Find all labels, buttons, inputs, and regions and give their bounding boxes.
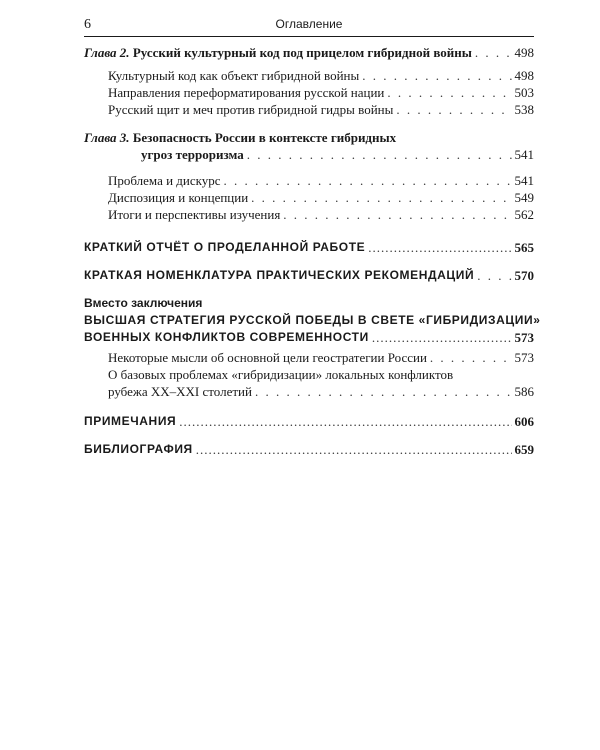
toc-entry-notes[interactable] <box>84 413 534 430</box>
leader-dots <box>362 67 511 84</box>
chapter-title-line-1: Безопасность России в контексте гибридных <box>132 130 397 145</box>
leader-dots <box>396 101 511 118</box>
header-rule <box>84 36 534 37</box>
entry-title-line-2: рубежа XX–XXI столетий <box>108 384 252 399</box>
leader-dots <box>430 349 512 366</box>
entry-title: Проблема и дискурс <box>108 173 221 188</box>
toc-entry[interactable] <box>84 172 534 189</box>
leader-dots <box>247 146 512 163</box>
page-number: 6 <box>84 17 91 32</box>
leader-dots <box>368 239 511 256</box>
toc-entry[interactable] <box>84 101 534 118</box>
section-title: БИБЛИОГРАФИЯ <box>84 442 193 456</box>
entry-title: Направления переформатирования русской нации <box>108 85 385 100</box>
toc-entry-chapter-3[interactable] <box>84 129 534 146</box>
chapter-title-line-2: угроз терроризма <box>141 147 244 162</box>
toc-entry-conclusion-label <box>84 295 534 312</box>
toc-entry[interactable] <box>84 206 534 223</box>
section-title: ПРИМЕЧАНИЯ <box>84 414 177 428</box>
entry-title: Итоги и перспективы изучения <box>108 207 281 222</box>
toc-entry[interactable] <box>84 67 534 84</box>
toc-entry-conclusion[interactable] <box>84 312 541 329</box>
page-ref: 573 <box>514 330 534 345</box>
leader-dots <box>387 84 511 101</box>
entry-title: Русский щит и меч против гибридной гидры войны <box>108 102 394 117</box>
leader-dots <box>372 329 512 346</box>
toc-entry-chapter-2[interactable] <box>84 44 534 61</box>
toc-entry[interactable] <box>84 349 534 366</box>
page-ref: 549 <box>514 190 534 205</box>
page-ref: 541 <box>514 173 534 188</box>
leader-dots <box>255 383 512 400</box>
conclusion-label: Вместо заключения <box>84 296 203 310</box>
entry-title-line-1: О базовых проблемах «гибридизации» локальных конфликтов <box>108 367 454 382</box>
leader-dots <box>477 267 511 284</box>
toc-entry[interactable] <box>84 84 534 101</box>
table-of-contents <box>84 40 541 458</box>
toc-entry-nomenclature[interactable] <box>84 267 534 284</box>
entry-title: Культурный код как объект гибридной войны <box>108 68 360 83</box>
toc-entry[interactable] <box>84 189 534 206</box>
page-ref: 570 <box>514 268 534 283</box>
leader-dots <box>196 441 512 458</box>
leader-dots <box>224 172 512 189</box>
toc-entry[interactable] <box>84 366 534 383</box>
leader-dots <box>475 44 512 61</box>
leader-dots <box>283 206 511 223</box>
section-title-line-2: ВОЕННЫХ КОНФЛИКТОВ СОВРЕМЕННОСТИ <box>84 330 369 344</box>
chapter-label: Глава 2. <box>84 45 130 60</box>
page-ref: 586 <box>514 384 534 399</box>
page-ref: 503 <box>514 85 534 100</box>
toc-entry-report[interactable] <box>84 239 534 256</box>
section-title-line-1: ВЫСШАЯ СТРАТЕГИЯ РУССКОЙ ПОБЕДЫ В СВЕТЕ «ГИБРИДИЗАЦИИ» <box>84 313 541 327</box>
page-ref: 498 <box>514 45 534 60</box>
running-head <box>84 16 534 34</box>
section-title: КРАТКАЯ НОМЕНКЛАТУРА ПРАКТИЧЕСКИХ РЕКОМЕНДАЦИЙ <box>84 268 475 282</box>
entry-title: Диспозиция и концепции <box>108 190 249 205</box>
page-ref: 538 <box>514 102 534 117</box>
section-title: КРАТКИЙ ОТЧЁТ О ПРОДЕЛАННОЙ РАБОТЕ <box>84 240 366 254</box>
page-ref: 606 <box>514 414 534 429</box>
toc-entry-chapter-3-continued[interactable] <box>84 146 534 163</box>
leader-dots <box>251 189 511 206</box>
running-head-title: Оглавление <box>275 17 343 31</box>
chapter-title: Русский культурный код под прицелом гибридной войны <box>132 45 472 60</box>
entry-title: Некоторые мысли об основной цели геостратегии России <box>108 350 427 365</box>
leader-dots <box>179 413 511 430</box>
page-ref: 573 <box>514 350 534 365</box>
chapter-label: Глава 3. <box>84 130 130 145</box>
toc-entry-conclusion-continued[interactable] <box>84 329 534 346</box>
page-ref: 541 <box>514 147 534 162</box>
page-ref: 659 <box>514 442 534 457</box>
page-ref: 565 <box>514 240 534 255</box>
toc-entry-continued[interactable] <box>84 383 534 400</box>
page-ref: 498 <box>514 68 534 83</box>
page-ref: 562 <box>514 207 534 222</box>
toc-entry-bibliography[interactable] <box>84 441 534 458</box>
